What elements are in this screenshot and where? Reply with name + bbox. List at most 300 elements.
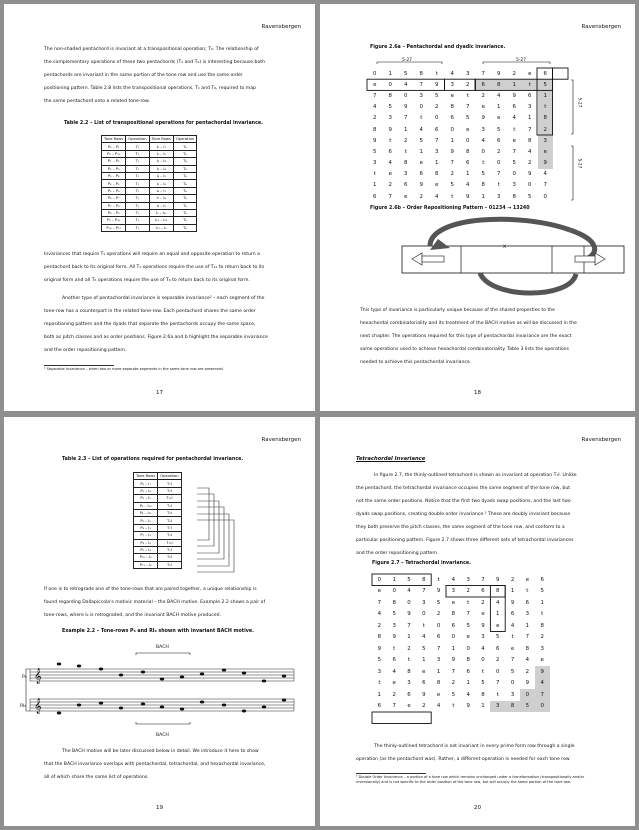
table-cell: P₂ – P₃ bbox=[102, 165, 126, 172]
matrix-cell: 8 bbox=[466, 657, 470, 664]
matrix-cell: 3 bbox=[481, 126, 485, 133]
table-cell: T₁ bbox=[126, 224, 149, 231]
table-cell: I₈ – I₉ bbox=[149, 202, 173, 209]
matrix-cell: t bbox=[435, 70, 438, 77]
table-cell: T₆ bbox=[173, 209, 196, 216]
matrix-cell: 2 bbox=[407, 645, 411, 652]
matrix-cell: t bbox=[538, 102, 554, 113]
matrix-cell: 4 bbox=[525, 657, 530, 664]
matrix-cell: 8 bbox=[491, 79, 507, 90]
column-header: Tone Rows bbox=[134, 473, 158, 480]
matrix-cell: t bbox=[404, 148, 407, 155]
matrix-cell: e bbox=[540, 657, 544, 664]
matrix-cell: 9 bbox=[422, 691, 426, 698]
text-line: both as pitch classes and as order positions. Figure 2.6a and b highlight the separable invariance bbox=[44, 335, 268, 340]
matrix-cell: 5 bbox=[377, 657, 382, 664]
matrix-cell: e bbox=[404, 193, 408, 200]
table-cell: T₁ bbox=[126, 187, 149, 194]
matrix-cell: 6 bbox=[496, 645, 500, 652]
matrix-cell: 9 bbox=[510, 599, 515, 606]
matrix-cell: 9 bbox=[407, 611, 411, 618]
table-cell: T₆ bbox=[173, 202, 196, 209]
matrix-cell: 7 bbox=[466, 104, 470, 111]
set-class-label: 5-27 bbox=[576, 158, 582, 169]
text-line: positioning pattern. Table 2.8 lists the transpositional operations, T₁ and T₆, required to map bbox=[44, 86, 256, 91]
matrix-cell: 7 bbox=[392, 703, 396, 710]
table-cell: P₈ – P₉ bbox=[102, 209, 126, 216]
matrix-cell: e bbox=[481, 104, 485, 111]
matrix-cell: 8 bbox=[528, 137, 532, 144]
matrix-cell: 7 bbox=[512, 148, 516, 155]
table-cell: P₄ – P₅ bbox=[102, 180, 126, 187]
matrix-cell: 3 bbox=[422, 599, 426, 606]
table-cell: T₁ bbox=[126, 180, 149, 187]
table-cell: T₆ bbox=[173, 224, 196, 231]
tetrachord-outline bbox=[372, 574, 431, 586]
matrix-cell: 3 bbox=[528, 104, 532, 111]
matrix-cell: 1 bbox=[538, 90, 554, 101]
table-cell: P₁ – I₈ bbox=[134, 487, 158, 494]
text-line: If one is to retrograde one of the tone-rows that are paired together, a unique relationship is bbox=[44, 587, 257, 592]
matrix-cell: 3 bbox=[525, 611, 530, 618]
matrix-cell: 7 bbox=[450, 160, 454, 167]
text-line: they both preserve the pitch classes, the same segment of the tone row, and conform to a bbox=[356, 525, 565, 530]
table-cell: T₁ bbox=[126, 150, 149, 157]
matrix-cell: 5 bbox=[497, 126, 501, 133]
matrix-cell: e bbox=[451, 599, 456, 606]
text-line: operation (as the pentachord was). Rather, a different operation is needed for each tone row bbox=[356, 757, 570, 762]
text-line: that the BACH invariance overlaps with pentachordal, tetrachordal, and hexachordal invariance, bbox=[44, 762, 266, 767]
matrix-cell: 4 bbox=[512, 115, 516, 122]
matrix-cell: 7 bbox=[435, 137, 439, 144]
matrix-cell: 2 bbox=[377, 622, 382, 629]
treble-clef-icon: 𝄞 bbox=[34, 669, 42, 684]
matrix-cell: 2 bbox=[422, 703, 426, 710]
matrix-cell: 6 bbox=[373, 193, 377, 200]
table-cell: T₁ bbox=[126, 195, 149, 202]
matrix-cell: 3 bbox=[404, 171, 408, 178]
matrix-cell: t bbox=[437, 576, 440, 583]
matrix-cell: 2 bbox=[419, 193, 423, 200]
matrix-cell: 4 bbox=[407, 588, 411, 595]
matrix-cell: 6 bbox=[510, 611, 515, 618]
arc-arrow bbox=[430, 219, 570, 246]
matrix-cell: 5 bbox=[510, 668, 515, 675]
table-cell: I₉ – I₁₀ bbox=[149, 209, 173, 216]
matrix-cell: 7 bbox=[419, 81, 423, 88]
matrix-cell: t bbox=[541, 611, 544, 618]
matrix-cell: 6 bbox=[404, 182, 408, 189]
matrix-cell: 7 bbox=[377, 599, 382, 606]
matrix-cell: 0 bbox=[436, 622, 441, 629]
table-cell: I₅ – I₆ bbox=[149, 180, 173, 187]
matrix-cell: 6 bbox=[525, 599, 530, 606]
paragraph-not-invariant bbox=[356, 740, 575, 766]
matrix-cell: t bbox=[497, 182, 500, 189]
matrix-cell: 2 bbox=[538, 124, 554, 135]
text-line: tone-row has a counterpart in the related tone-row. Each pentachord shares the same order bbox=[44, 309, 256, 314]
matrix-cell: 7 bbox=[407, 622, 411, 629]
matrix-cell: 9 bbox=[377, 645, 382, 652]
matrix-cell: 2 bbox=[510, 576, 515, 583]
matrix-cell: 5 bbox=[538, 79, 554, 90]
matrix-cell: t bbox=[407, 657, 411, 664]
matrix-cell: 7 bbox=[481, 576, 485, 583]
matrix-cell: 1 bbox=[481, 193, 485, 200]
table-cell: P₅ – P₆ bbox=[102, 187, 126, 194]
table-cell: T₇I bbox=[158, 524, 181, 531]
matrix-cell: 6 bbox=[451, 622, 456, 629]
matrix-cell: 2 bbox=[540, 634, 544, 641]
treble-clef-icon: 𝄞 bbox=[34, 699, 42, 714]
page-number: 19 bbox=[156, 805, 163, 811]
table-cell: P₁ – P₂ bbox=[102, 158, 126, 165]
matrix-cell: 1 bbox=[436, 668, 441, 675]
matrix-cell: e bbox=[481, 611, 485, 618]
matrix-cell: 4 bbox=[497, 92, 501, 99]
matrix-cell: 9 bbox=[373, 137, 377, 144]
arrow-shaft bbox=[422, 256, 444, 262]
table-cell: T₁₁I bbox=[158, 539, 181, 546]
table-cell: T₁ bbox=[126, 172, 149, 179]
matrix-cell: 9 bbox=[466, 193, 470, 200]
matrix-cell: 8 bbox=[481, 182, 485, 189]
text-line: next chapter. The operations required for this type of pentachordal invariance are the exact bbox=[360, 334, 572, 339]
text-line: same operations used to achieve hexachordal combinatoriality. Table 3 lists the operations bbox=[360, 347, 569, 352]
matrix-cell: 4 bbox=[373, 104, 377, 111]
matrix-cell: 9 bbox=[512, 92, 516, 99]
matrix-cell: 0 bbox=[404, 92, 408, 99]
matrix-cell: e bbox=[512, 137, 516, 144]
bach-label: BACH bbox=[156, 733, 169, 738]
matrix-cell: 0 bbox=[422, 611, 426, 618]
text-line: the complementary operations of these two pentachords (T₁ and T₆) is interesting because both bbox=[44, 60, 265, 65]
matrix-cell: 7 bbox=[525, 634, 530, 641]
table-row bbox=[102, 209, 197, 216]
text-line: hexachordal combinatoriality and its treatment of the BACH motive as will be discussed in the bbox=[360, 321, 577, 326]
table-row bbox=[102, 202, 197, 209]
text-line: the pentachord, the tetrachordal invariance occupies the same segment of the tone row, but bbox=[356, 486, 571, 491]
matrix-cell: 8 bbox=[377, 634, 382, 641]
matrix-cell: 4 bbox=[496, 599, 500, 606]
text-line: not the same order positions. Notice that the first two dyads swap positions, and the last two bbox=[356, 499, 571, 504]
matrix-cell: 5 bbox=[407, 576, 411, 583]
table-row bbox=[102, 195, 197, 202]
matrix-cell: 1 bbox=[407, 634, 411, 641]
table-caption: Table 2.2 – List of transpositional operations for pentachordal invariance. bbox=[64, 121, 264, 126]
running-header: Ravensbergen bbox=[581, 24, 621, 30]
matrix-cell: e bbox=[407, 703, 411, 710]
table-cell: T₁ bbox=[126, 202, 149, 209]
matrix-cell: 7 bbox=[422, 588, 426, 595]
matrix-cell: 1 bbox=[540, 599, 544, 606]
matrix-cell: t bbox=[482, 160, 485, 167]
figure-caption: Figure 2.7 – Tetrachordal invariance. bbox=[372, 561, 471, 566]
table-cell: P₆ – I₁ bbox=[134, 524, 158, 531]
matrix-cell: e bbox=[373, 81, 377, 88]
matrix-cell: 3 bbox=[481, 634, 485, 641]
matrix-cell: 8 bbox=[404, 160, 408, 167]
matrix-cell: 4 bbox=[404, 81, 408, 88]
matrix-cell: 8 bbox=[419, 70, 423, 77]
matrix-cell: 6 bbox=[422, 680, 426, 687]
matrix-cell: 8 bbox=[388, 92, 392, 99]
matrix-cell: 5 bbox=[481, 171, 485, 178]
matrix-cell: 2 bbox=[435, 104, 439, 111]
table-cell: P₀ – I₇ bbox=[134, 480, 158, 487]
matrix-cell: 8 bbox=[450, 104, 454, 111]
paragraph-intro bbox=[44, 43, 265, 108]
matrix-cell: 9 bbox=[419, 182, 423, 189]
matrix-cell: 3 bbox=[407, 680, 411, 687]
text-line: the same pentachord onto a related tone-row. bbox=[44, 99, 150, 104]
text-line: found regarding Dallapiccola's motivic material – the BACH motive. Example 2.2 shows a pair of bbox=[44, 600, 266, 605]
matrix-cell: 7 bbox=[388, 193, 392, 200]
staff-2 bbox=[30, 699, 294, 711]
matrix-cell: 6 bbox=[497, 137, 501, 144]
matrix-cell: 8 bbox=[538, 113, 554, 124]
matrix-cell: 5 bbox=[404, 70, 408, 77]
matrix-cell: 3 bbox=[490, 701, 505, 713]
matrix-cell: t bbox=[378, 680, 381, 687]
matrix-cell: 3 bbox=[419, 92, 423, 99]
column-header: Tone Rows bbox=[102, 136, 126, 143]
table-cell: P₁₁ – I₆ bbox=[134, 561, 158, 568]
matrix-cell: 0 bbox=[377, 576, 382, 583]
matrix-cell: 8 bbox=[481, 691, 485, 698]
matrix-cell: 1 bbox=[451, 645, 456, 652]
table-cell: P₆ – P₇ bbox=[102, 195, 126, 202]
matrix-cell: e bbox=[450, 92, 454, 99]
matrix-cell: 1 bbox=[435, 160, 439, 167]
matrix-cell: 2 bbox=[525, 668, 530, 675]
table-cell: P₇ – P₈ bbox=[102, 202, 126, 209]
matrix-cell: 2 bbox=[481, 599, 485, 606]
matrix-cell: 8 bbox=[466, 148, 470, 155]
set-class-label: 5-27 bbox=[516, 58, 526, 63]
matrix-cell: 4 bbox=[392, 668, 396, 675]
matrix-cell: 6 bbox=[436, 634, 441, 641]
matrix-cell: 5 bbox=[496, 634, 500, 641]
matrix-cell: 6 bbox=[388, 148, 392, 155]
matrix-cell: 3 bbox=[510, 691, 515, 698]
matrix-cell: 6 bbox=[543, 70, 547, 77]
text-line: and the order repositioning pattern. bbox=[44, 348, 127, 353]
table-cell: T₅I bbox=[158, 517, 181, 524]
matrix-cell: 5 bbox=[512, 160, 516, 167]
matrix-cell: t bbox=[422, 622, 425, 629]
matrix-cell: 8 bbox=[496, 588, 500, 595]
matrix-cell: e bbox=[377, 588, 382, 595]
table-cell: T₁ bbox=[126, 165, 149, 172]
matrix-cell: 4 bbox=[419, 126, 423, 133]
matrix-cell: 4 bbox=[510, 622, 515, 629]
matrix-cell: 6 bbox=[392, 657, 396, 664]
text-line: pentachord back to its original form. All T₁ operations require the use of T₁₁ to return back to its bbox=[44, 265, 265, 270]
matrix-cell: 8 bbox=[505, 701, 520, 713]
matrix-cell: 0 bbox=[520, 689, 535, 701]
column-header: Tone Rows bbox=[149, 136, 173, 143]
section-title: Tetrachordal Invariance bbox=[356, 456, 426, 462]
page-number: 17 bbox=[156, 390, 163, 396]
matrix-cell: t bbox=[526, 588, 529, 595]
matrix-cell: 5 bbox=[419, 137, 423, 144]
column-header: Operation bbox=[173, 136, 196, 143]
matrix-cell: t bbox=[393, 645, 396, 652]
matrix-cell: 3 bbox=[538, 135, 554, 146]
matrix-cell: 7 bbox=[404, 115, 408, 122]
table-cell: P₉ – I₄ bbox=[134, 546, 158, 553]
matrix-cell: 9 bbox=[450, 148, 454, 155]
text-line: The BACH motive will be later discussed below in detail. We introduce it here to show bbox=[62, 749, 259, 754]
matrix-cell: 2 bbox=[512, 70, 516, 77]
table-cell: P₅ – I₀ bbox=[134, 517, 158, 524]
table-cell: T₅I bbox=[158, 561, 181, 568]
table-cell: P₈ – I₃ bbox=[134, 539, 158, 546]
text-line: repositioning pattern and the dyads that separate the pentachords occupy the same space, bbox=[44, 322, 256, 327]
matrix-cell: 2 bbox=[388, 182, 392, 189]
matrix-cell: 6 bbox=[540, 576, 544, 583]
table-caption: Table 2.3 – List of operations required for pentachordal invariance. bbox=[62, 457, 244, 462]
matrix-cell: 9 bbox=[538, 158, 554, 169]
footnote: ² Separable Invariance – when two or more separate segments in the same tone row are preserved. bbox=[44, 367, 224, 371]
table-cell: T₃I bbox=[158, 554, 181, 561]
matrix-cell: 9 bbox=[435, 81, 439, 88]
table-cell: I₇ – I₈ bbox=[149, 195, 173, 202]
matrix-cell: 8 bbox=[540, 622, 544, 629]
matrix-cell: 8 bbox=[422, 576, 426, 583]
matrix-cell: 4 bbox=[543, 171, 547, 178]
table-cell: T₆ bbox=[173, 165, 196, 172]
matrix-cell: 5 bbox=[466, 115, 470, 122]
matrix-cell: 1 bbox=[388, 70, 392, 77]
matrix-cell: 7 bbox=[466, 611, 470, 618]
matrix-cell: 9 bbox=[392, 634, 396, 641]
matrix-cell: t bbox=[373, 171, 376, 178]
matrix-cell: 7 bbox=[481, 70, 485, 77]
matrix-cell: 3 bbox=[450, 81, 454, 88]
matrix-cell: 2 bbox=[497, 148, 501, 155]
matrix-cell: e bbox=[538, 146, 554, 157]
table-row bbox=[102, 150, 197, 157]
table-cell: I₆ – I₇ bbox=[149, 187, 173, 194]
text-line: Invariances that require T₁ operations will require an equal and opposite operation to return a bbox=[44, 252, 260, 257]
table-cell: I₁₁ – I₀ bbox=[149, 224, 173, 231]
matrix-cell: 2 bbox=[496, 657, 500, 664]
table-cell: T₆ bbox=[173, 187, 196, 194]
table-cell: P₁₀ – I₅ bbox=[134, 554, 158, 561]
matrix-cell: 3 bbox=[377, 668, 382, 675]
matrix-cell: t bbox=[496, 691, 499, 698]
matrix-cell: 5 bbox=[466, 622, 470, 629]
matrix-cell: 9 bbox=[535, 666, 550, 678]
table-cell: T₉I bbox=[158, 532, 181, 539]
matrix-cell: 7 bbox=[543, 182, 547, 189]
matrix-cell: 1 bbox=[450, 137, 454, 144]
matrix-cell: t bbox=[522, 79, 538, 90]
matrix-cell: 8 bbox=[392, 599, 396, 606]
matrix-cell: 2 bbox=[373, 115, 377, 122]
matrix-cell: t bbox=[467, 599, 470, 606]
matrix-cell: 4 bbox=[481, 137, 485, 144]
table-row bbox=[102, 187, 197, 194]
text-line: and the order repositioning pattern. bbox=[356, 551, 439, 556]
text-line: The non-shaded pentachord is invariant at a transpositional operation; T₆. The relationship of bbox=[44, 47, 259, 52]
matrix-cell: 8 bbox=[451, 611, 456, 618]
bach-label: BACH bbox=[156, 645, 169, 650]
matrix-cell: 9 bbox=[404, 104, 408, 111]
footnote-rule bbox=[44, 365, 114, 366]
matrix-cell: e bbox=[422, 668, 426, 675]
matrix-cell: t bbox=[452, 703, 455, 710]
paragraph-bach-overlap bbox=[44, 745, 265, 784]
matrix-cell: 0 bbox=[451, 634, 456, 641]
table-cell: I₁ – I₂ bbox=[149, 150, 173, 157]
matrix-cell: 4 bbox=[422, 634, 426, 641]
table-row bbox=[102, 143, 197, 150]
table-cell: T₁ bbox=[126, 158, 149, 165]
tetrachord-outline bbox=[372, 712, 431, 724]
paragraph-inverse-operations bbox=[44, 248, 264, 287]
table-cell: T₁ bbox=[126, 217, 149, 224]
matrix-cell: 1 bbox=[525, 622, 530, 629]
matrix-cell: e bbox=[496, 622, 500, 629]
text-line: The thinly-outlined tetrachord is not invariant in every prime form row through a single bbox=[374, 744, 575, 749]
page-number: 18 bbox=[474, 390, 481, 396]
matrix-cell: 4 bbox=[436, 703, 441, 710]
matrix-cell: e bbox=[525, 576, 530, 583]
matrix-cell: t bbox=[420, 115, 423, 122]
table-cell: T₁₁I bbox=[158, 495, 181, 502]
matrix-cell: 5 bbox=[451, 691, 456, 698]
table-cell: T₆ bbox=[173, 217, 196, 224]
staff-label: P₈ bbox=[22, 675, 27, 680]
matrix-cell: 1 bbox=[419, 148, 423, 155]
matrix-cell: 5 bbox=[392, 611, 396, 618]
table-cell: T₆ bbox=[173, 150, 196, 157]
matrix-cell: 3 bbox=[435, 148, 439, 155]
figure-caption: Figure 2.6b – Order Repositioning Pattern – 01234 → 13240 bbox=[370, 206, 530, 211]
matrix-cell: 5 bbox=[540, 588, 544, 595]
matrix-cell: e bbox=[392, 680, 396, 687]
matrix-cell: 8 bbox=[373, 126, 377, 133]
matrix-cell: e bbox=[497, 115, 501, 122]
matrix-cell: 3 bbox=[540, 645, 544, 652]
matrix-cell: 3 bbox=[512, 182, 516, 189]
matrix-cell: 4 bbox=[528, 148, 532, 155]
matrix-cell: t bbox=[481, 668, 485, 675]
table-cell: T₆ bbox=[173, 195, 196, 202]
table-cell: T₃I bbox=[158, 509, 181, 516]
page-number: 20 bbox=[474, 805, 481, 811]
table-row bbox=[102, 172, 197, 179]
running-header: Ravensbergen bbox=[581, 437, 621, 443]
matrix-cell: 4 bbox=[451, 576, 456, 583]
matrix-cell: 2 bbox=[451, 680, 456, 687]
matrix-cell: 0 bbox=[466, 645, 470, 652]
bach-bracket bbox=[136, 722, 190, 724]
matrix-cell: 5 bbox=[481, 680, 485, 687]
matrix-cell: 3 bbox=[392, 622, 396, 629]
matrix-cell: 6 bbox=[419, 171, 423, 178]
matrix-cell: 1 bbox=[373, 182, 377, 189]
text-line: original form and all T₆ operations require the use of T₆ to return back to its original form. bbox=[44, 278, 250, 283]
text-line: In figure 2.7, the thinly-outlined tetrachord is shown as invariant at operation T₇I. Unlike bbox=[374, 473, 577, 478]
matrix-cell: 1 bbox=[392, 576, 396, 583]
transposition-table bbox=[101, 135, 197, 232]
table-cell: P₄ – I₁₁ bbox=[134, 509, 158, 516]
matrix-cell: 4 bbox=[466, 182, 470, 189]
